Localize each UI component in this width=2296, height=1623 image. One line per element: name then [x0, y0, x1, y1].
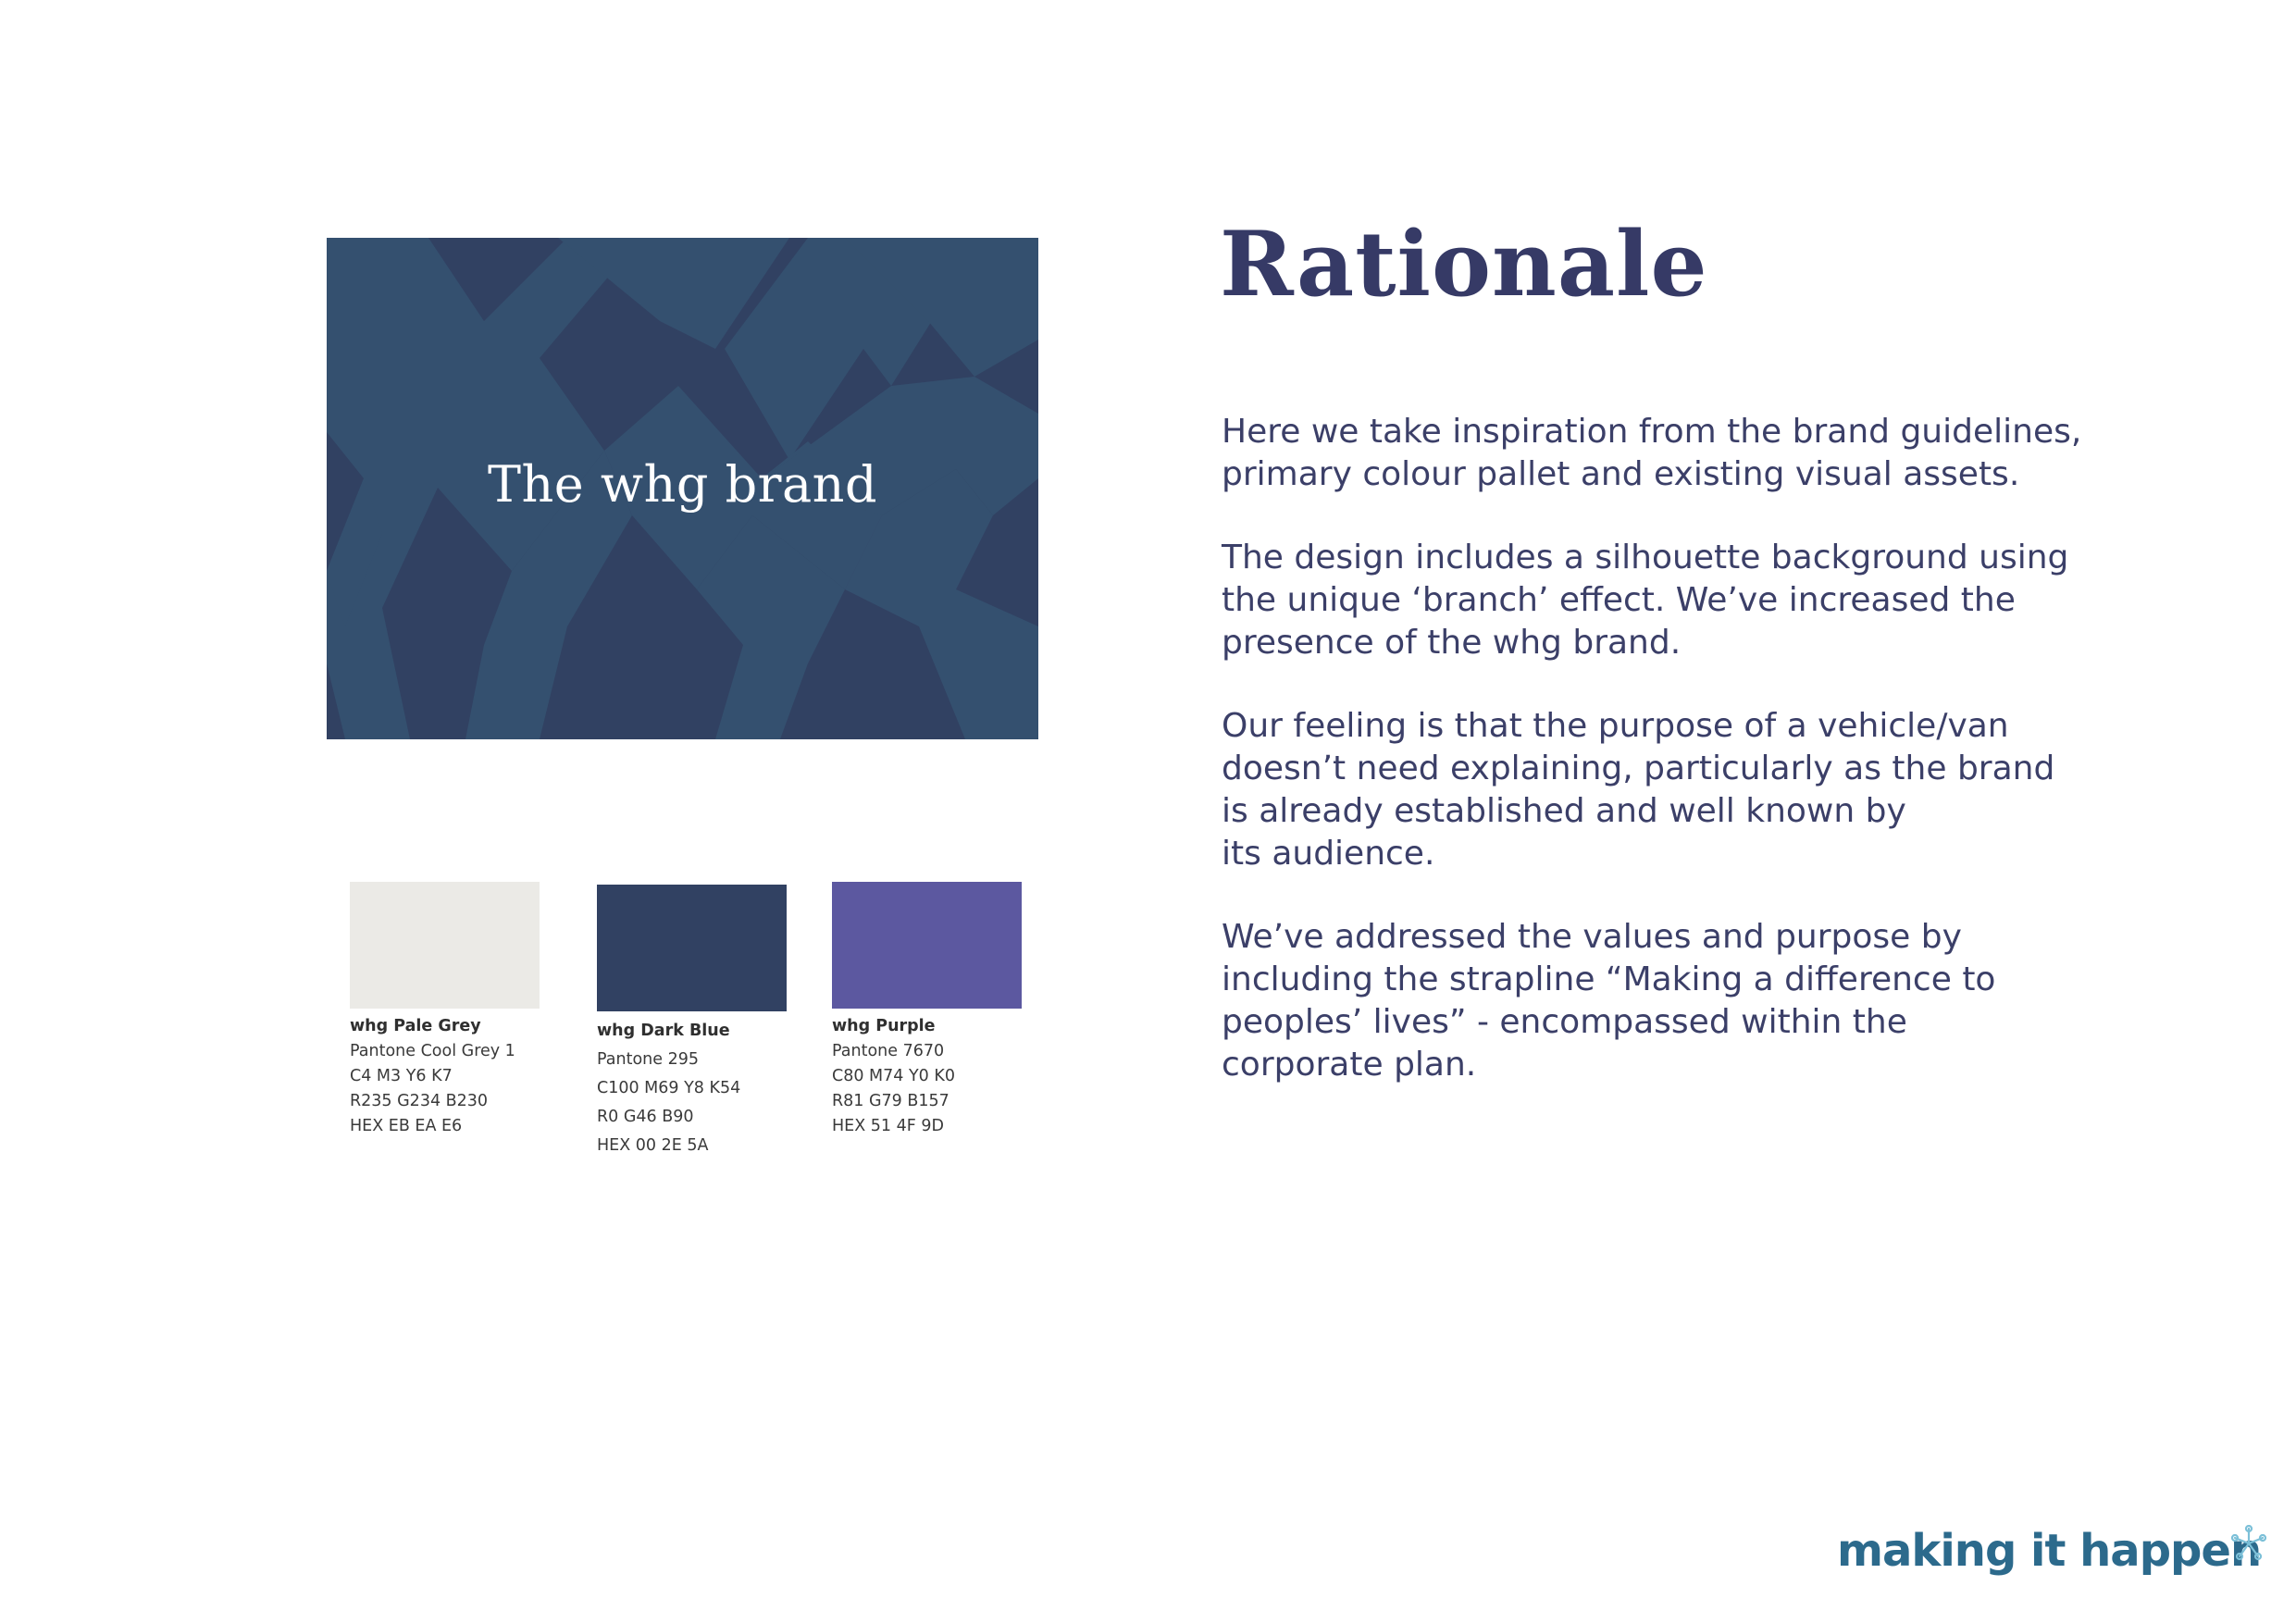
swatch-cmyk: C4 M3 Y6 K7 [350, 1067, 453, 1085]
swatch-cmyk: C80 M74 Y0 K0 [832, 1067, 955, 1085]
brand-card-image [327, 238, 1038, 739]
swatch-pantone: Pantone 295 [597, 1050, 699, 1069]
swatch-pantone: Pantone Cool Grey 1 [350, 1042, 515, 1060]
rationale-paragraph-4: We’ve addressed the values and purpose by including the strapline “Making a difference to peoples’ lives” - encompassed within the corporate plan. [1222, 918, 1996, 1084]
rationale-paragraph-2: The design includes a silhouette background using the unique ‘branch’ effect. We’ve increased the presence of the whg brand. [1222, 539, 2069, 662]
rationale-paragraph-3: Our feeling is that the purpose of a vehicle/van doesn’t need explaining, particularly as the brand is already established and well known by its audience. [1222, 707, 2055, 873]
making-it-happen-logo: making it happen [1837, 1525, 2262, 1577]
asterisk-star-icon [2230, 1525, 2267, 1562]
swatch-hex: HEX 51 4F 9D [832, 1117, 944, 1135]
swatch-name: whg Dark Blue [597, 1022, 730, 1040]
rationale-paragraph-1: Here we take inspiration from the brand guidelines, primary colour pallet and existing visual assets. [1222, 413, 2082, 493]
swatch-info-pale-grey [350, 1014, 515, 1139]
brand-card-title: The whg brand [487, 455, 878, 514]
page-title: Rationale [1220, 212, 1708, 316]
swatch-rgb: R0 G46 B90 [597, 1108, 694, 1126]
swatch-rgb: R81 G79 B157 [832, 1092, 949, 1110]
swatch-dark-blue [597, 885, 787, 1011]
swatch-pantone: Pantone 7670 [832, 1042, 945, 1060]
swatch-purple [832, 882, 1022, 1009]
swatch-name: whg Pale Grey [350, 1017, 481, 1035]
swatch-rgb: R235 G234 B230 [350, 1092, 489, 1110]
swatch-name: whg Purple [832, 1017, 936, 1035]
swatch-cmyk: C100 M69 Y8 K54 [597, 1079, 741, 1097]
swatch-hex: HEX 00 2E 5A [597, 1136, 709, 1155]
swatch-info-dark-blue [597, 1017, 740, 1160]
swatch-pale-grey [350, 882, 540, 1009]
swatch-hex: HEX EB EA E6 [350, 1117, 463, 1135]
swatch-info-purple [832, 1014, 955, 1139]
